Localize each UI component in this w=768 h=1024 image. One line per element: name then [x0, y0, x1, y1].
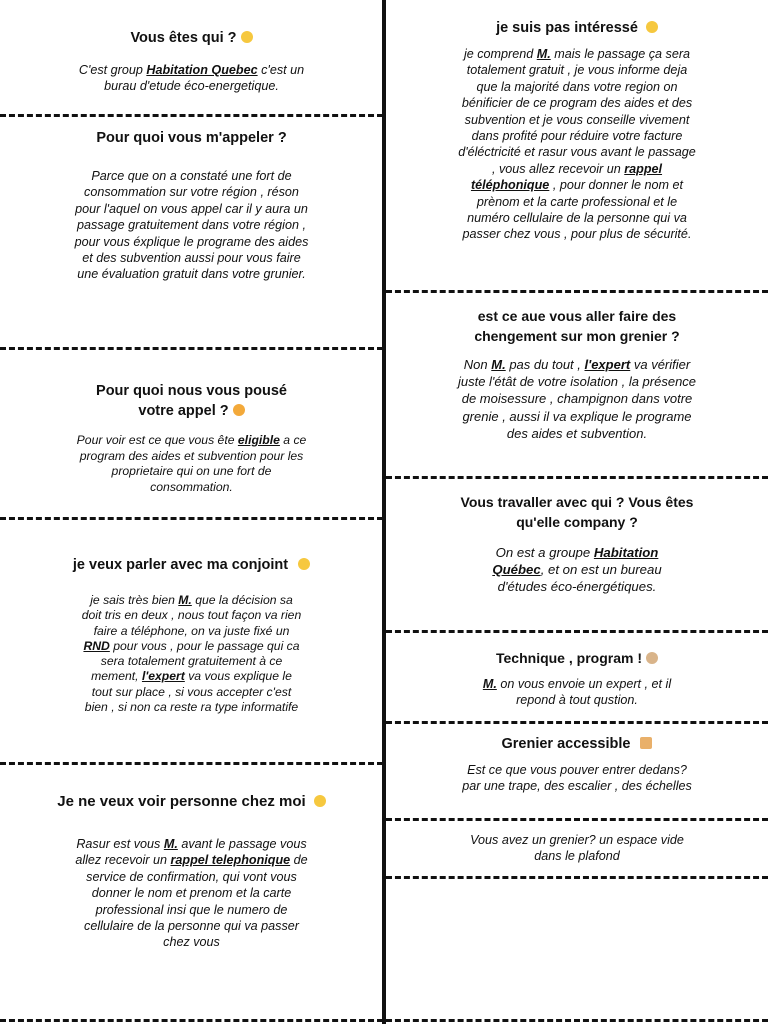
company-name: Habitation Quebec	[146, 63, 258, 77]
dashed-separator	[386, 1019, 768, 1022]
card-title: je suis pas intéressé	[496, 20, 638, 36]
card-dont-want-visit	[0, 792, 383, 951]
card-title: Pour quoi nous vous pousé votre appel ?	[96, 383, 287, 419]
dashed-separator	[386, 818, 768, 821]
card-body: Pour voir est ce que vous ête eligible a ce program des aides et subvention pour les proprietaire qui on une fort de consommation.	[76, 433, 307, 494]
card-body: Rasur est vous M. avant le passage vous allez recevoir un rappel telephonique de service de confirmation, qui vont vous donner le nom et prenom et la carte professional insi que le numero de cellulaire de la personne qui va passer chez vous	[75, 837, 308, 950]
card-who-are-you	[0, 28, 383, 95]
eligible-label: eligible	[237, 433, 280, 447]
blush-emoji-icon	[298, 558, 310, 570]
company-name: Habitation Québec	[492, 545, 659, 577]
smile-emoji-icon	[241, 31, 253, 43]
nerd-emoji-icon	[314, 795, 326, 807]
card-body: Non M. pas du tout , l'expert va vérifier juste l'étât de votre isolation , la présence de moisessure , champignon dans votre grenie , aussi il va explique le programe des aides et subvention.	[457, 357, 697, 441]
card-why-call-me	[0, 128, 383, 283]
right-column	[386, 0, 768, 1024]
card-not-interested	[386, 18, 768, 243]
hand-emoji-icon	[233, 404, 245, 416]
card-title: Vous travaller avec qui ? Vous êtes qu'elle company ?	[460, 494, 694, 530]
card-body: je comprend M. mais le passage ça sera totalement gratuit , je vous informe deja que la majorité dans votre region on bénificier de ce program des aides et des subvention et je vous conseille vivement dans profité pour réduire votre facture d'éléctricité et rasur vous avant le passage , vous allez recevoir un rappel téléphonique , pour donner le nom et prènom et la carte professional et le numéro cellulaire de la personne qui va passer chez vous , pour plus de sécurité.	[458, 47, 696, 242]
house-emoji-icon	[640, 737, 652, 749]
left-column	[0, 0, 383, 1024]
card-body: Vous avez un grenier? un espace vide dans le plafond	[470, 833, 684, 864]
card-body: je sais très bien M. que la décision sa doit tris en deux , nous tout façon va rien faire a téléphone, on va juste fixé un RND pour vous , pour le passage qui ca sera totalement gratuitement à ce mement, l'expert va vous explique le tout sur place , si vous accepter c'est bien , si non ca reste ra type informatife	[81, 593, 302, 715]
card-body: Est ce que vous pouver entrer dedans? par une trape, des escalier , des échelles	[462, 763, 692, 794]
dashed-separator	[386, 630, 768, 633]
card-accessible-attic	[386, 734, 768, 795]
dashed-separator	[386, 476, 768, 479]
card-title: Je ne veux voir personne chez moi	[57, 793, 306, 810]
dashed-separator	[0, 114, 383, 117]
card-why-push-call	[0, 381, 383, 495]
phone-callback-label: rappel telephonique	[170, 853, 291, 868]
dashed-separator	[386, 876, 768, 879]
card-has-attic	[386, 832, 768, 865]
card-body: On est a groupe Habitation Québec, et on est un bureau d'études éco-énergétiques.	[492, 545, 662, 594]
card-title: Grenier accessible	[501, 736, 631, 752]
card-title: Vous êtes qui ?	[130, 30, 237, 46]
dashed-separator	[0, 517, 383, 520]
card-body: Parce que on a constaté une fort de consommation sur votre région , réson pour l'aquel on vous appel car il y aura un passage gratuitement dans votre région , pour vous éxplique le programe des aides et des subvention aussi pour vous faire une évaluation gratuit dans votre grunier.	[74, 169, 309, 282]
dashed-separator	[386, 721, 768, 724]
dashed-separator	[386, 290, 768, 293]
card-title: Technique , program !	[496, 650, 642, 666]
dashed-separator	[0, 762, 383, 765]
card-title: Pour quoi vous m'appeler ?	[96, 130, 287, 146]
phone-callback-label: rappel téléphonique	[470, 161, 663, 193]
technician-emoji-icon	[646, 652, 658, 664]
card-title: est ce aue vous aller faire des chengement sur mon grenier ?	[474, 308, 680, 344]
card-body: C'est group Habitation Quebec c'est un burau d'etude éco-energetique.	[78, 63, 305, 94]
card-changes-attic	[386, 306, 768, 442]
dashed-separator	[0, 347, 383, 350]
card-title: je veux parler avec ma conjoint	[72, 557, 289, 573]
dashed-separator	[0, 1019, 383, 1022]
card-technique-program	[386, 648, 768, 709]
card-body: M. on vous envoie un expert , et il repond à tout qustion.	[482, 677, 672, 708]
card-talk-to-spouse	[0, 555, 383, 715]
thinking-emoji-icon	[646, 21, 658, 33]
card-which-company	[386, 492, 768, 595]
